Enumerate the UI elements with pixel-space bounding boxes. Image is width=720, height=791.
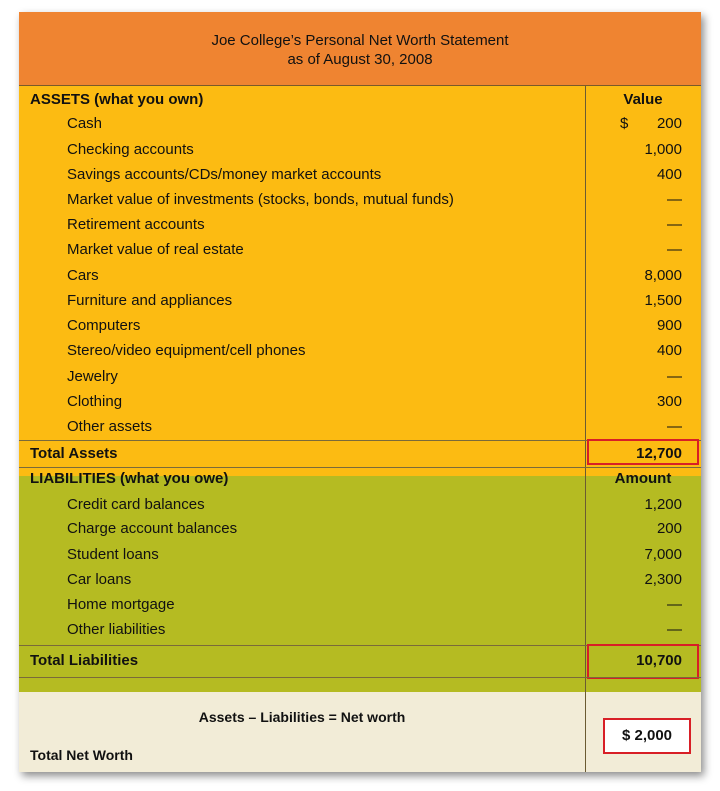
asset-value: — bbox=[667, 368, 682, 385]
asset-label: Retirement accounts bbox=[67, 216, 205, 233]
net-worth-equation: Assets – Liabilities = Net worth bbox=[198, 709, 406, 725]
liability-value: — bbox=[667, 596, 682, 613]
net-worth-statement bbox=[19, 12, 701, 772]
total-assets-value: 12,700 bbox=[636, 445, 682, 462]
liability-value: 2,300 bbox=[644, 571, 682, 588]
liability-label: Other liabilities bbox=[67, 621, 166, 638]
title-line-1: Joe College’s Personal Net Worth Statement bbox=[211, 32, 509, 49]
asset-value: 400 bbox=[656, 342, 682, 359]
total-net-worth-value: $ 2,000 bbox=[603, 718, 691, 754]
asset-label: Cash bbox=[67, 115, 103, 132]
liability-label: Charge account balances bbox=[67, 520, 238, 537]
total-net-worth-label: Total Net Worth bbox=[30, 747, 133, 763]
asset-value: 8,000 bbox=[644, 267, 682, 284]
liability-value: 7,000 bbox=[644, 546, 682, 563]
asset-value: 200 bbox=[656, 115, 682, 132]
asset-label: Market value of investments (stocks, bonds, mutual funds) bbox=[67, 191, 454, 208]
amount-column-header: Amount bbox=[614, 470, 672, 487]
liability-label: Home mortgage bbox=[67, 596, 175, 613]
value-column-header: Value bbox=[623, 91, 663, 108]
liabilities-header: LIABILITIES (what you owe) bbox=[30, 470, 229, 487]
asset-label: Other assets bbox=[67, 418, 153, 435]
asset-value: — bbox=[667, 191, 682, 208]
asset-label: Stereo/video equipment/cell phones bbox=[67, 342, 306, 359]
asset-label: Jewelry bbox=[67, 368, 118, 385]
asset-value: 400 bbox=[656, 166, 682, 183]
liability-label: Student loans bbox=[67, 546, 159, 563]
total-liabilities-value: 10,700 bbox=[636, 652, 682, 669]
divider bbox=[19, 467, 701, 468]
asset-value: — bbox=[667, 241, 682, 258]
asset-value: 1,500 bbox=[644, 292, 682, 309]
asset-value: — bbox=[667, 418, 682, 435]
asset-label: Computers bbox=[67, 317, 141, 334]
asset-value: 1,000 bbox=[644, 141, 682, 158]
liability-value: — bbox=[667, 621, 682, 638]
divider bbox=[19, 677, 701, 678]
liability-label: Car loans bbox=[67, 571, 132, 588]
asset-label: Savings accounts/CDs/money market accounts bbox=[67, 166, 382, 183]
title-line-2: as of August 30, 2008 bbox=[287, 51, 433, 68]
asset-label: Checking accounts bbox=[67, 141, 194, 158]
dollar-sign: $ bbox=[620, 115, 629, 132]
asset-label: Cars bbox=[67, 267, 99, 284]
asset-value: 300 bbox=[656, 393, 682, 410]
liability-value: 200 bbox=[656, 520, 682, 537]
total-liabilities-label: Total Liabilities bbox=[30, 652, 139, 669]
asset-value: — bbox=[667, 216, 682, 233]
asset-label: Clothing bbox=[67, 393, 123, 410]
liability-label: Credit card balances bbox=[67, 496, 205, 513]
statement-title bbox=[19, 12, 701, 86]
liability-value: 1,200 bbox=[644, 496, 682, 513]
assets-header: ASSETS (what you own) bbox=[30, 91, 204, 108]
column-divider bbox=[585, 86, 586, 772]
total-assets-label: Total Assets bbox=[30, 445, 118, 462]
asset-label: Market value of real estate bbox=[67, 241, 244, 258]
asset-label: Furniture and appliances bbox=[67, 292, 233, 309]
asset-value: 900 bbox=[656, 317, 682, 334]
